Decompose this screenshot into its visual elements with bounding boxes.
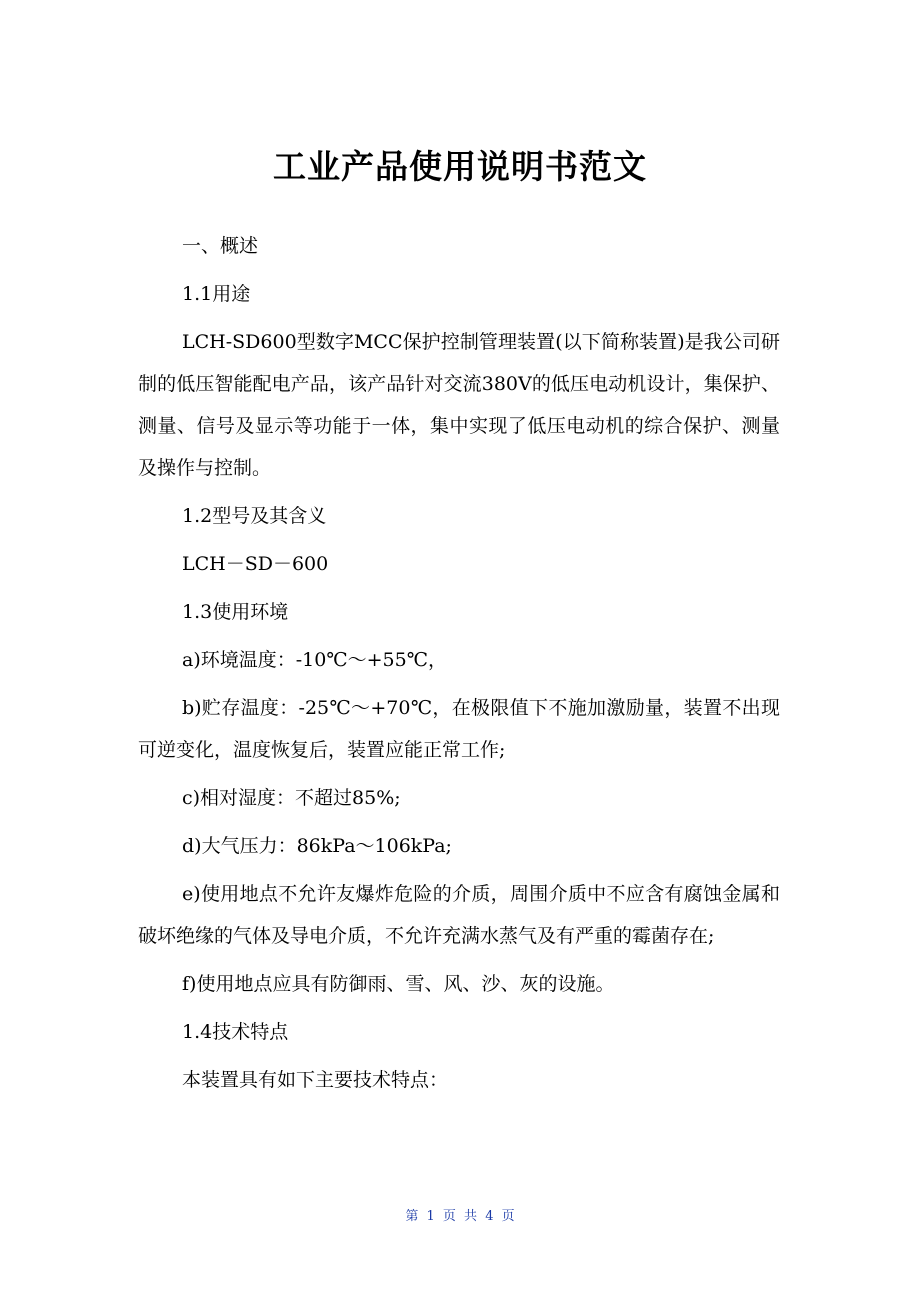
page-number-footer: 第 1 页 共 4 页 xyxy=(405,1209,515,1224)
paragraph-env-temperature: a)环境温度：-10℃～+55℃， xyxy=(182,649,447,671)
paragraph-pressure: d)大气压力：86kPa～106kPa; xyxy=(182,835,452,857)
paragraph-purpose-text: LCH-SD600型数字MCC保护控制管理装置(以下简称装置)是我公司研制的低压智能配电产品，该产品针对交流380V的低压电动机设计，集保护、测量、信号及显示等功能于一体，集中实现了低压电动机的综合保护、测量及操作与控制。 xyxy=(138,331,780,479)
paragraph-site-medium: e)使用地点不允许友爆炸危险的介质，周围介质中不应含有腐蚀金属和破坏绝缘的气体及导电介质，不允许充满水蒸气及有严重的霉菌存在; xyxy=(138,883,780,947)
paragraph-site-protection: f)使用地点应具有防御雨、雪、风、沙、灰的设施。 xyxy=(182,973,615,995)
paragraph-features-heading: 1.4技术特点 xyxy=(182,1021,289,1043)
document-title: 工业产品使用说明书范文 xyxy=(273,147,647,186)
paragraph-model-heading: 1.2型号及其含义 xyxy=(182,505,327,527)
document-body xyxy=(138,225,780,1107)
paragraph-model-code: LCH－SD－600 xyxy=(182,553,329,575)
paragraph-environment-heading: 1.3使用环境 xyxy=(182,601,289,623)
paragraph-storage-temperature: b)贮存温度：-25℃～+70℃，在极限值下不施加激励量，装置不出现可逆变化，温度恢复后，装置应能正常工作; xyxy=(138,697,780,761)
paragraph-humidity: c)相对湿度：不超过85%; xyxy=(182,787,401,809)
paragraph-features-intro: 本装置具有如下主要技术特点： xyxy=(182,1069,449,1091)
paragraph-overview-heading: 一、概述 xyxy=(182,235,259,257)
paragraph-purpose-heading: 1.1用途 xyxy=(182,283,251,305)
